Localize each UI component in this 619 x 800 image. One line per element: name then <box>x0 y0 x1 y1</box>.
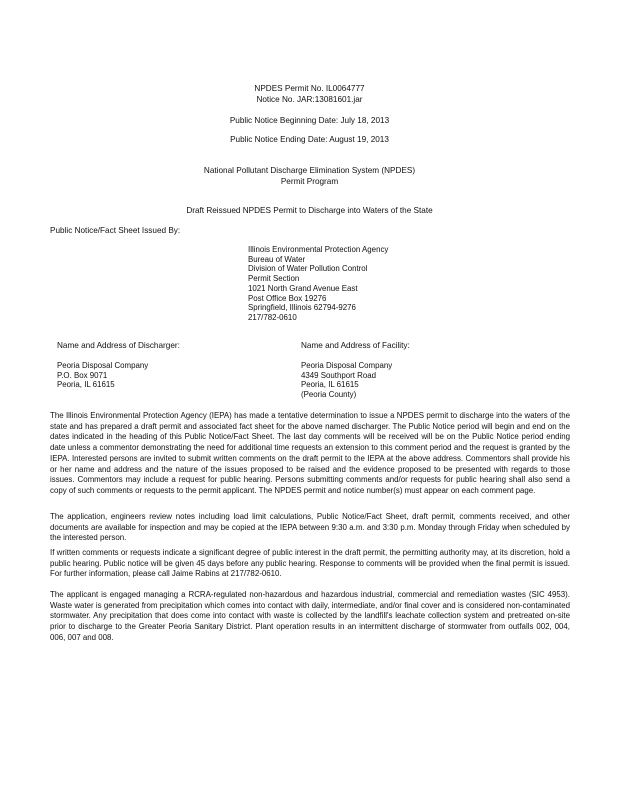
facility-line: (Peoria County) <box>301 390 357 400</box>
agency-section: Permit Section <box>248 274 300 284</box>
document-title: Draft Reissued NPDES Permit to Discharge into Waters of the State <box>186 206 433 215</box>
program-title-line2: Permit Program <box>280 177 339 186</box>
agency-street: 1021 North Grand Avenue East <box>248 283 358 293</box>
paragraph-public-hearing: If written comments or requests indicate a significant degree of public interest in the draft permit, the permitting authority may, at its discretion, hold a public hearing. Public notice will be given 45 days before any public hearing. Response to comments will be provided when the final permit is issued. For further information, please call Jaime Rabins at 217/782-0610. <box>50 548 570 579</box>
notice-number: Notice No. JAR:13081601.jar <box>256 95 363 104</box>
issued-by-label: Public Notice/Fact Sheet Issued By: <box>50 226 181 235</box>
facility-address-block <box>301 361 392 400</box>
agency-bureau: Bureau of Water <box>248 254 306 264</box>
notice-ending-date: Public Notice Ending Date: August 19, 2013 <box>230 135 389 144</box>
agency-division: Division of Water Pollution Control <box>248 264 368 274</box>
agency-address-block <box>248 245 388 323</box>
agency-phone: 217/782-0610 <box>248 312 297 322</box>
agency-city: Springfield, Illinois 62794-9276 <box>248 303 356 313</box>
facility-line: 4349 Southport Road <box>301 370 377 380</box>
discharger-line: Peoria Disposal Company <box>57 361 149 370</box>
facility-line: Peoria, IL 61615 <box>301 380 359 390</box>
discharger-heading: Name and Address of Discharger: <box>57 341 180 350</box>
discharger-line: P.O. Box 9071 <box>57 370 108 380</box>
facility-heading: Name and Address of Facility: <box>301 341 410 350</box>
notice-beginning-date: Public Notice Beginning Date: July 18, 2013 <box>229 116 390 125</box>
permit-number: NPDES Permit No. IL0064777 <box>254 84 365 93</box>
paragraph-applicant-description: The applicant is engaged managing a RCRA-regulated non-hazardous and hazardous industrial, commercial and remediation wastes (SIC 4953). Waste water is generated from precipitation which comes into contact with daily, intermediate, and/or final cover and is considered non-contaminated stormwater. Any precipitation that does come into contact with waste is collected by the landfill's leachate collection system and pretreated on-site prior to discharge to the Greater Peoria Sanitary District. Plant operation results in an intermittent discharge of stormwater from outfalls 002, 004, 006, 007 and 008. <box>50 590 570 642</box>
discharger-line: Peoria, IL 61615 <box>57 380 115 390</box>
paragraph-application-inspection: The application, engineers review notes including load limit calculations, Public Notice/Fact Sheet, draft permit, comments received, and other documents are available for inspection and may be copied at the IEPA between 9:30 a.m. and 3:30 p.m. Monday through Friday when scheduled by the interested person. <box>50 512 570 543</box>
facility-line: Peoria Disposal Company <box>301 361 393 370</box>
agency-po-box: Post Office Box 19276 <box>248 293 327 303</box>
paragraph-tentative-determination: The Illinois Environmental Protection Agency (IEPA) has made a tentative determination to issue a NPDES permit to discharge into the waters of the state and has prepared a draft permit and associated fact sheet for the above named discharger. The Public Notice period will begin and end on the dates indicated in the heading of this Public Notice/Fact Sheet. The last day comments will be received will be on the Public Notice period ending date unless a commentor demonstrating the need for additional time requests an extension to this comment period and the request is granted by the IEPA. Interested persons are invited to submit written comments on the draft permit to the IEPA at the above address. Commentors shall provide his or her name and address and the nature of the issues proposed to be raised and the evidence proposed to be presented with regards to those issues. Commentors may include a request for public hearing. Persons submitting comments and/or requests for public hearing shall also send a copy of such comments or requests to the permit applicant. The NPDES permit and notice number(s) must appear on each comment page. <box>50 411 570 495</box>
agency-name: Illinois Environmental Protection Agency <box>248 245 389 254</box>
program-title-line1: National Pollutant Discharge Elimination System (NPDES) <box>203 166 416 175</box>
discharger-address-block <box>57 361 148 390</box>
